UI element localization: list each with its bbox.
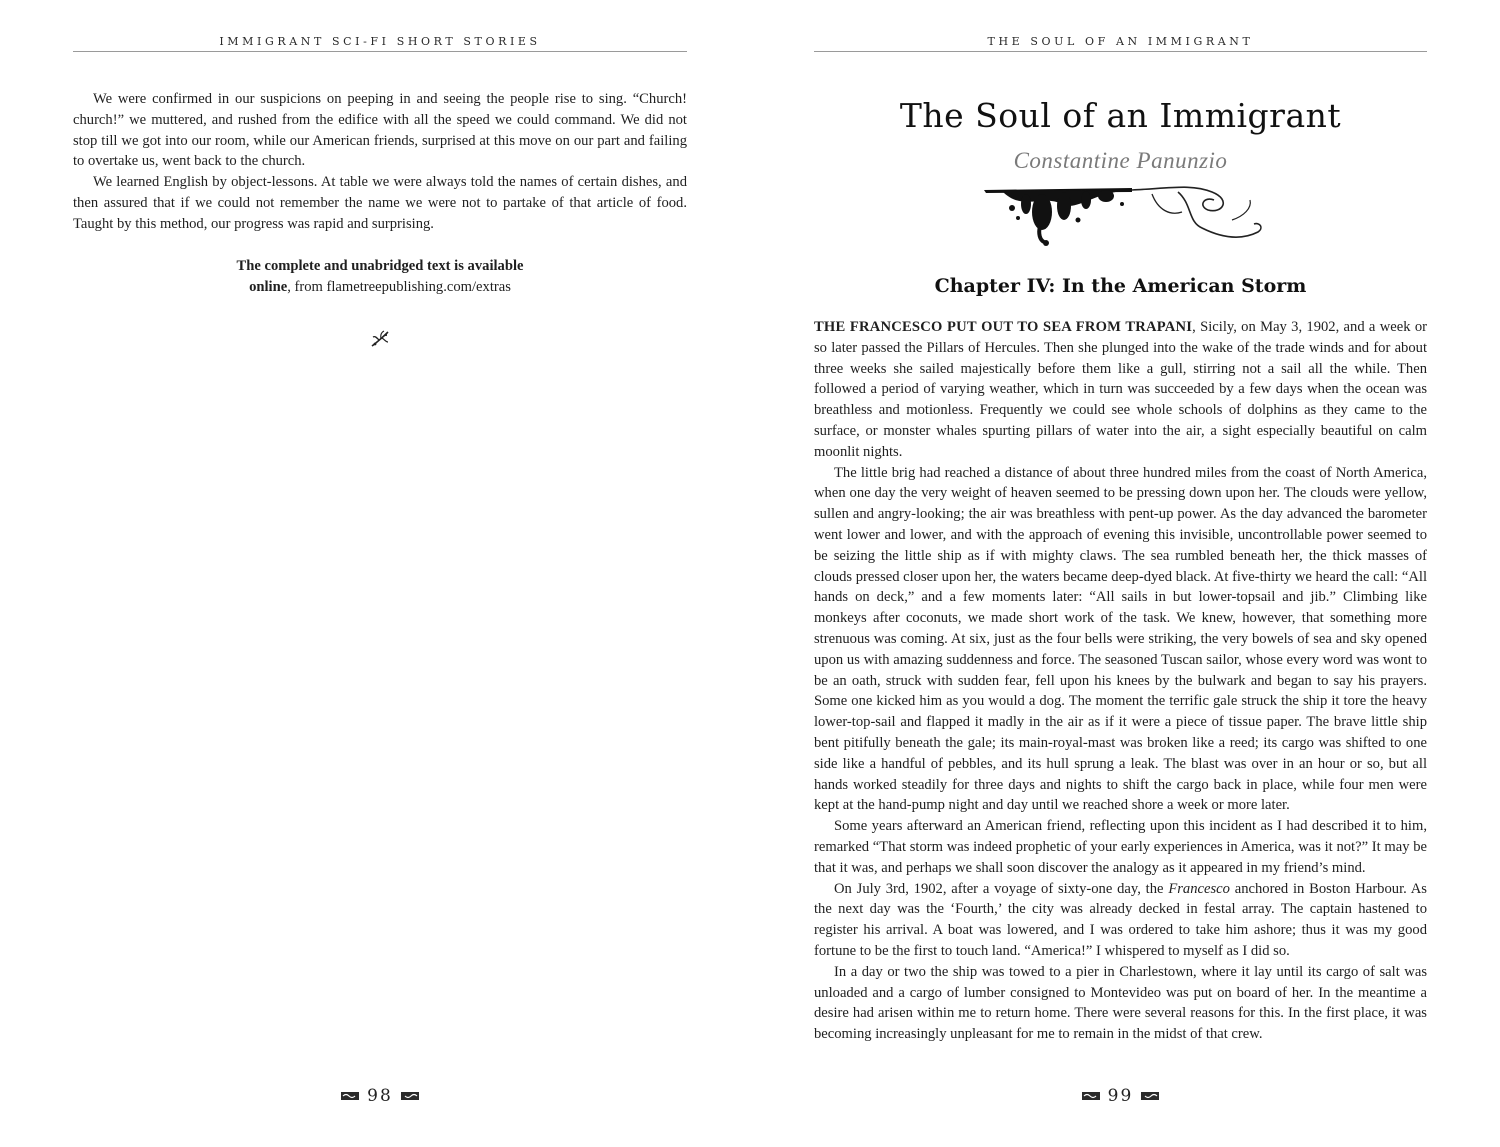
header-rule [814,51,1427,52]
folio-ornament-icon [1141,1091,1159,1101]
running-head: IMMIGRANT SCI-FI SHORT STORIES [219,35,541,48]
opening-rest: , Sicily, on May 3, 1902, and a week or so later passed the Pillars of Hercules. Then she plunged into the wake of the trade winds and for about three weeks she sailed majestically before them like a gull, stirring not a sail all the while. Then followed a period of varying weather, which in turn was succeeded by a few days when the ocean was breathless and motionless. Frequently we could see whole schools of dolphins as they came to the surface, or monster whales spurting pillars of water into the air, a sight especially beautiful on calm moonlit nights. [814,319,1427,460]
folio-ornament-icon [401,1091,419,1101]
right-body-text [814,317,1427,1045]
opening-paragraph [814,317,1427,463]
folio-ornament-icon [341,1091,359,1101]
author-name: Constantine Panunzio [1013,148,1228,173]
fleuron-icon [369,328,391,350]
extras-online: online [249,278,288,295]
left-body-text [73,89,687,235]
page-number: 99 [1107,1086,1134,1106]
page-number: 98 [367,1086,393,1106]
left-page [73,0,687,1147]
extras-url: , from flametreepublishing.com/extras [287,278,511,295]
running-head: THE SOUL OF AN IMMIGRANT [987,35,1254,48]
chapter-heading: Chapter IV: In the American Storm [934,275,1307,297]
ink-splash-ornament [982,182,1266,248]
story-title: The Soul of an Immigrant [899,96,1342,135]
folio-ornament-icon [1082,1091,1100,1101]
ship-name: Francesco [1168,880,1230,897]
paragraph: In a day or two the ship was towed to a pier in Charlestown, where it lay until its cargo of salt was unloaded and a cargo of lumber consigned to Montevideo was put on board of her. In the meantime a desire had arisen within me to return home. There were several reasons for this. In the first place, it was becoming increasingly unpleasant for me to remain in the midst of that crew. [814,963,1427,1043]
paragraph: We learned English by object-lessons. At table we were always told the names of certain dishes, and then assured that if we could not remember the name we were not to partake of that article of food. Taught by this method, our progress was rapid and surprising. [73,174,687,232]
right-page [814,0,1427,1147]
page-number-99 [814,1086,1427,1106]
para4-post: anchored in Boston Harbour. As the next day was the ‘Fourth,’ the city was already decked in festal array. The captain hastened to register his arrival. A boat was lowered, and I was ordered to take him ashore; thus it was my good fortune to be the first to touch land. “America!” I whispered to myself as I did so. [814,880,1427,959]
extras-line1: The complete and unabridged text is available [236,258,524,274]
extras-note [73,256,687,298]
paragraph [814,879,1427,962]
paragraph: We were confirmed in our suspicions on peeping in and seeing the people rise to sing. “Church! church!” we muttered, and rushed from the edifice with all the speed we could command. We did not stop till we got into our room, while our American friends, surprised at this move on our part and failing to overtake us, went back to the church. [73,91,687,170]
page-number-98 [73,1086,687,1106]
paragraph: Some years afterward an American friend, reflecting upon this incident as I had described it to him, remarked “That storm was indeed prophetic of your early experiences in America, was it not?” It may be that it was, and perhaps we shall soon discover the analogy as it appeared in my friend’s mind. [814,818,1427,876]
para4-pre: On July 3rd, 1902, after a voyage of sixty-one day, the [834,880,1169,897]
header-rule [73,51,687,52]
paragraph: The little brig had reached a distance of about three hundred miles from the coast of North America, when one day the very weight of heaven seemed to be pressing down upon her. The clouds were yellow, sullen and angry-looking; the air was breathless with pent-up power. As the day advanced the barometer went lower and lower, and with the approach of evening this invisible, uncontrollable power seemed to be seizing the little ship as if with mighty claws. The sea rumbled beneath her, the thick masses of clouds pressed closer upon her, the waters became deep-dyed black. At five-thirty we heard the call: “All hands on deck,” and a few moments later: “All sails in but lower-topsail and jib.” Climbing like monkeys after coconuts, we made short work of the task. We knew, however, that something more strenuous was coming. At six, just as the four bells were striking, the very bowels of sea and sky opened upon us with amazing suddenness and force. The seasoned Tuscan sailor, whose every word was wont to be an oath, struck with sudden fear, fell upon his knees by the bulwark and began to say his prayers. Some one kicked him as you would a dog. The moment the terrific gale struck the ship it tore the heavy lower-top-sail and flapped it madly in the air as if it were a piece of tissue paper. The brave little ship bent pitifully beneath the gale; its main-royal-mast was broken like a reed; its cargo was shifted to one side like a handful of pebbles, and its hull sprung a leak. The blast was over in an hour or so, but all hands worked steadily for three days and nights to shift the cargo back in place, while four men were kept at the hand-pump night and day until we reached shore a week or more later. [814,464,1427,814]
opening-lead: THE FRANCESCO PUT OUT TO SEA FROM TRAPANI [814,319,1193,335]
